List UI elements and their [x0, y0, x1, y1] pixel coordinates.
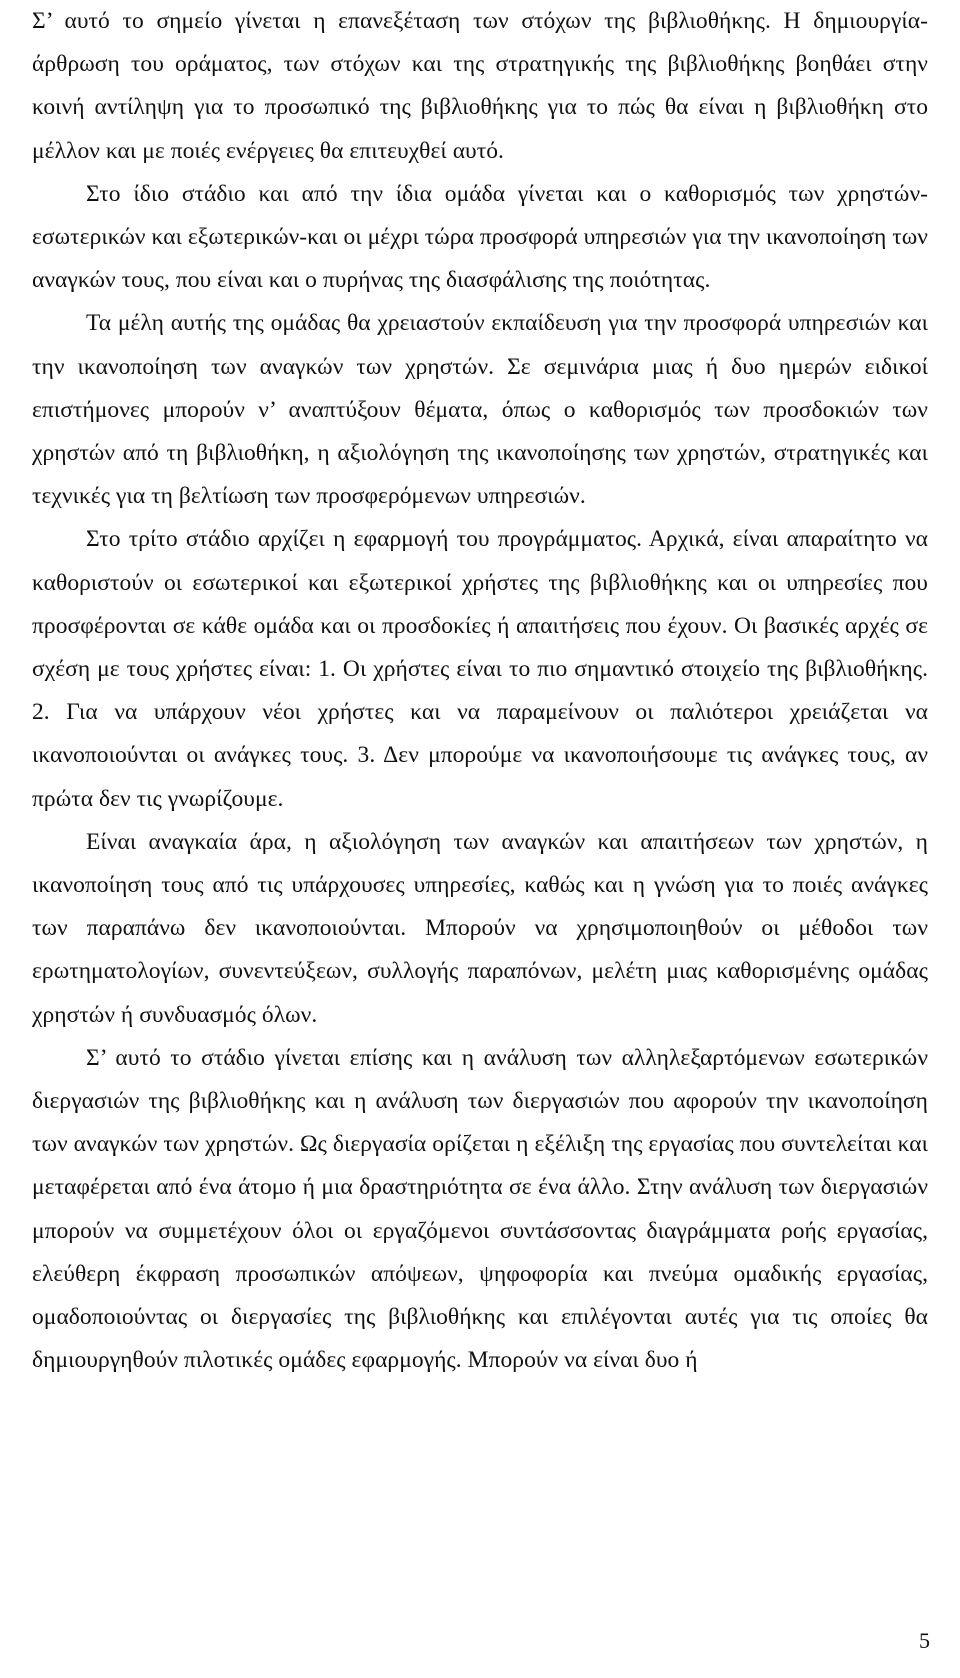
paragraph-needs-assessment: Είναι αναγκαία άρα, η αξιολόγηση των αναγκών και απαιτήσεων των χρηστών, η ικανοποίηση τους από τις υπάρχουσες υπηρεσίες, καθώς και η γνώση για το ποιές ανάγκες των παραπάνω δεν ικανοποιούνται. Μπορούν να χρησιμοποιηθούν οι μέθοδοι των ερωτηματολογίων, συνεντεύξεων, συλλογής παραπόνων, μελέτη μιας καθορισμένης ομάδας χρηστών ή συνδυασμός όλων. — [32, 828, 928, 1028]
paragraph-program-implementation: Στο τρίτο στάδιο αρχίζει η εφαρμογή του προγράμματος. Αρχικά, είναι απαραίτητο να καθοριστούν οι εσωτερικοί και εξωτερικοί χρήστες της βιβλιοθήκης και οι υπηρεσίες που προσφέρονται σε κάθε ομάδα και οι προσδοκίες ή απαιτήσεις που έχουν. Οι βασικές αρχές σε σχέση με τους χρήστες είναι: 1. Οι χρήστες είναι το πιο σημαντικό στοιχείο της βιβλιοθήκης. 2. Για να υπάρχουν νέοι χρήστες και να παραμείνουν οι παλιότεροι χρειάζεται να ικανοποιούνται οι ανάγκες τους. 3. Δεν μπορούμε να ικανοποιήσουμε τις ανάγκες τους, αν πρώτα δεν τις γνωρίζουμε. — [32, 526, 928, 812]
paragraph-team-training: Τα μέλη αυτής της ομάδας θα χρειαστούν εκπαίδευση για την προσφορά υπηρεσιών και την ικανοποίηση των αναγκών των χρηστών. Σε σεμινάρια μιας ή δυο ημερών ειδικοί επιστήμονες μπορούν ν’ αναπτύξουν θέματα, όπως ο καθορισμός των προσδοκιών των χρηστών από τη βιβλιοθήκη, η αξιολόγηση της ικανοποίησης των χρηστών, στρατηγικές και τεχνικές για τη βελτίωση των προσφερόμενων υπηρεσιών. — [32, 310, 928, 510]
page-number: 5 — [919, 1628, 930, 1653]
document-page — [32, 0, 928, 1383]
paragraph-library-goals-review: Σ’ αυτό το σημείο γίνεται η επανεξέταση των στόχων της βιβλιοθήκης. Η δημιουργία-άρθρωση του οράματος, των στόχων και της στρατηγικής της βιβλιοθήκης βοηθάει στην κοινή αντίληψη για το προσωπικό της βιβλιοθήκης για το πώς θα είναι η βιβλιοθήκη στο μέλλον και με ποιές ενέργειες θα επιτευχθεί αυτό. — [32, 8, 928, 164]
paragraph-process-analysis: Σ’ αυτό το στάδιο γίνεται επίσης και η ανάλυση των αλληλεξαρτόμενων εσωτερικών διεργασιών της βιβλιοθήκης και η ανάλυση των διεργασιών που αφορούν την ικανοποίηση των αναγκών των χρηστών. Ως διεργασία ορίζεται η εξέλιξη της εργασίας που συντελείται και μεταφέρεται από ένα άτομο ή μια δραστηριότητα σε ένα άλλο. Στην ανάλυση των διεργασιών μπορούν να συμμετέχουν όλοι οι εργαζόμενοι συντάσσοντας διαγράμματα ροής εργασίας, ελεύθερη έκφραση προσωπικών απόψεων, ψηφοφορία και πνεύμα ομαδικής εργασίας, ομαδοποιούντας οι διεργασίες της βιβλιοθήκης και επιλέγονται αυτές για τις οποίες θα δημιουργηθούν πιλοτικές ομάδες εφαρμογής. Μπορούν να είναι δυο ή — [32, 1044, 928, 1374]
paragraph-user-definition: Στο ίδιο στάδιο και από την ίδια ομάδα γίνεται και ο καθορισμός των χρηστών-εσωτερικών και εξωτερικών-και οι μέχρι τώρα προσφορά υπηρεσιών για την ικανοποίηση των αναγκών τους, που είναι και ο πυρήνας της διασφάλισης της ποιότητας. — [32, 180, 928, 294]
